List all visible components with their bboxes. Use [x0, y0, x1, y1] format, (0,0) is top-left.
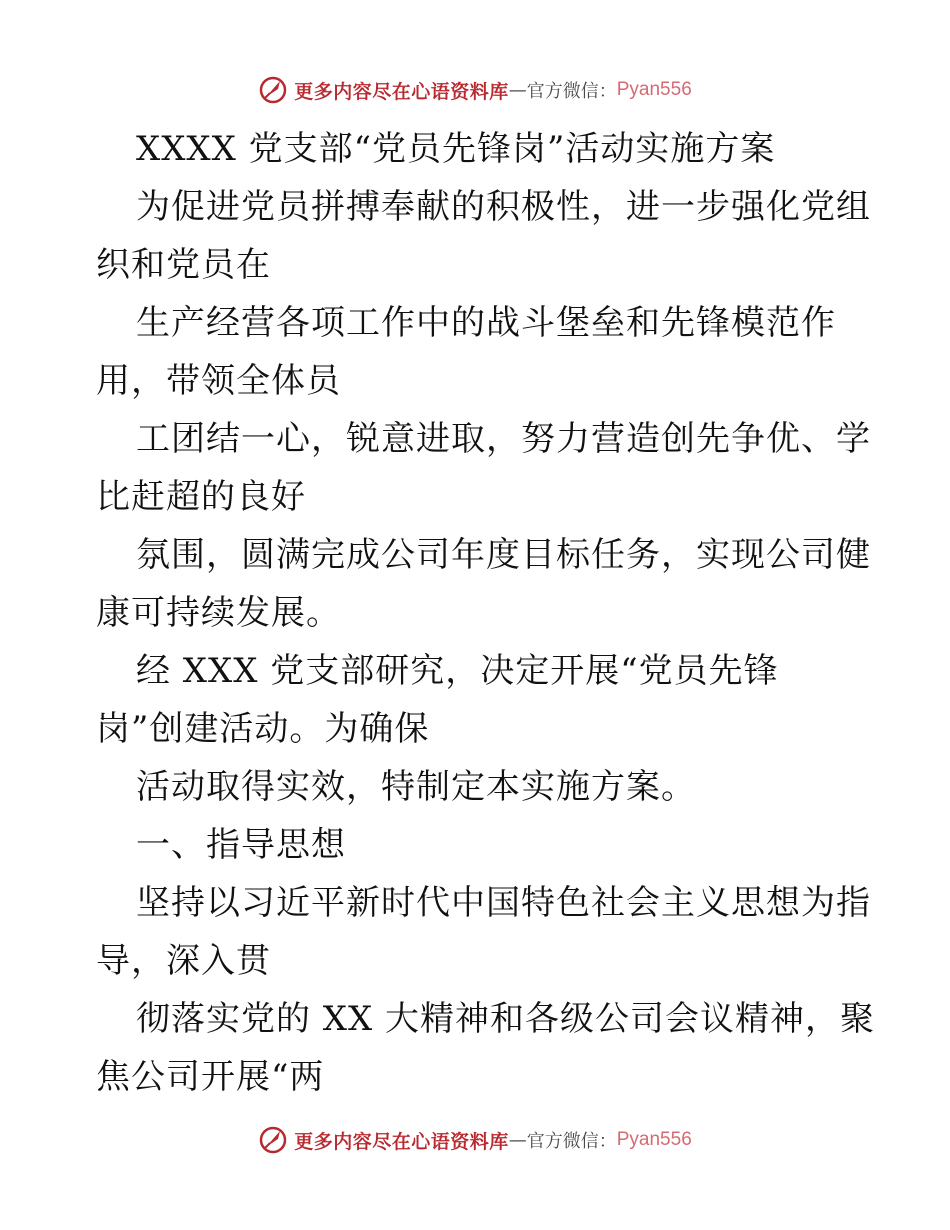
header-banner: [0, 70, 950, 110]
quill-logo-icon: [258, 75, 288, 105]
footer-banner-dash: —: [508, 1129, 527, 1151]
header-banner-wechat-label: 官方微信：: [526, 81, 617, 102]
paragraph-line: 岗”创建活动。为确保: [96, 709, 430, 749]
quill-logo-icon: [258, 1125, 288, 1155]
document-title: XXXX 党支部“党员先锋岗”活动实施方案: [136, 129, 776, 169]
paragraph-line: 比赶超的良好: [96, 477, 306, 517]
paragraph-line: 坚持以习近平新时代中国特色社会主义思想为指: [136, 883, 871, 923]
paragraph-line: 焦公司开展“两: [96, 1057, 325, 1097]
paragraph-line: 导，深入贯: [96, 941, 271, 981]
paragraph-line: 经 XXX 党支部研究，决定开展“党员先锋: [136, 651, 779, 691]
header-banner-wechat-id: Pyan556: [616, 79, 692, 100]
paragraph-line: 彻落实党的 XX 大精神和各级公司会议精神，聚: [136, 999, 876, 1039]
section-heading: 一、指导思想: [136, 825, 346, 865]
paragraph-line: 生产经营各项工作中的战斗堡垒和先锋模范作: [136, 303, 836, 343]
footer-banner-wechat-id: Pyan556: [616, 1129, 692, 1150]
document-body: [96, 120, 876, 1106]
footer-banner-title: 更多内容尽在心语资料库: [294, 1130, 509, 1153]
footer-banner: [0, 1120, 950, 1160]
header-banner-title: 更多内容尽在心语资料库: [294, 80, 509, 103]
header-banner-dash: —: [508, 79, 527, 101]
paragraph-line: 为促进党员拼搏奉献的积极性，进一步强化党组: [136, 187, 871, 227]
paragraph-line: 用，带领全体员: [96, 361, 341, 401]
paragraph-line: 氛围，圆满完成公司年度目标任务，实现公司健: [136, 535, 871, 575]
paragraph-line: 活动取得实效，特制定本实施方案。: [136, 767, 696, 807]
footer-banner-wechat-label: 官方微信：: [526, 1131, 617, 1152]
paragraph-line: 织和党员在: [96, 245, 271, 285]
paragraph-line: 康可持续发展。: [96, 593, 341, 633]
paragraph-line: 工团结一心，锐意进取，努力营造创先争优、学: [136, 419, 871, 459]
